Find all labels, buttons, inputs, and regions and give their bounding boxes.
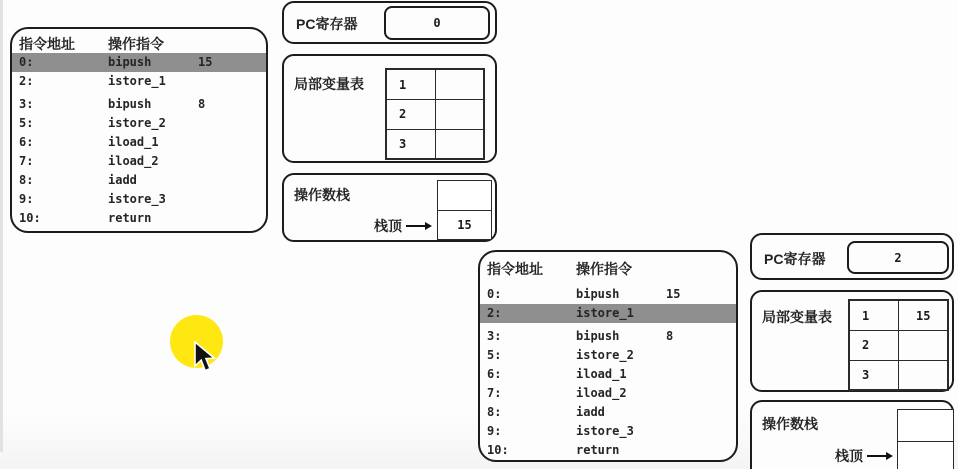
stack-top-arrowhead-icon	[425, 222, 432, 230]
column-header-address: 指令地址	[487, 261, 543, 277]
instr-addr: 3:	[487, 329, 502, 343]
local-var-slot: 3	[850, 361, 899, 389]
instr-op: return	[108, 211, 152, 225]
instruction-row	[12, 114, 266, 133]
instr-operand: 15	[666, 287, 681, 301]
local-var-row	[850, 301, 947, 330]
instr-addr: 10:	[487, 443, 509, 457]
instr-operand	[198, 190, 266, 209]
stack-top-label: 栈顶	[835, 448, 863, 464]
local-var-slot: 3	[387, 130, 436, 158]
instruction-row	[480, 403, 736, 422]
instr-addr: 8:	[19, 173, 34, 187]
instr-op: istore_3	[576, 424, 634, 438]
pc-register-box-state2	[750, 233, 954, 280]
instr-op: iload_2	[576, 386, 627, 400]
instr-addr: 7:	[487, 386, 502, 400]
instruction-list-header	[480, 259, 736, 279]
operand-stack-cells	[437, 180, 492, 240]
instr-op: bipush	[108, 55, 152, 69]
instr-operand: 8	[666, 329, 674, 343]
instr-op: iload_1	[108, 135, 159, 149]
local-var-value	[436, 100, 483, 128]
instr-op: iload_1	[576, 367, 627, 381]
stack-cell-upper	[898, 410, 953, 441]
instr-operand	[198, 133, 266, 152]
instr-operand	[198, 152, 266, 171]
local-variable-table-label: 局部变量表	[294, 76, 364, 92]
local-var-row	[387, 99, 483, 128]
local-variable-table-label: 局部变量表	[762, 309, 832, 325]
instr-operand	[666, 403, 736, 422]
pc-register-value: 0	[384, 6, 490, 40]
instruction-list-panel-state1	[10, 27, 268, 233]
instr-addr: 8:	[487, 405, 502, 419]
pc-register-label: PC寄存器	[296, 16, 358, 32]
instr-addr: 2:	[19, 74, 34, 88]
instruction-row	[12, 95, 266, 114]
instruction-list-header	[12, 34, 266, 54]
instruction-row	[12, 171, 266, 190]
local-var-row	[387, 70, 483, 99]
pc-register-value: 2	[847, 241, 949, 274]
local-var-value	[436, 130, 483, 158]
instr-addr: 9:	[19, 192, 34, 206]
instr-addr: 10:	[19, 211, 41, 225]
instr-op: istore_2	[576, 348, 634, 362]
instr-addr: 0:	[487, 287, 502, 301]
instr-op: istore_1	[108, 74, 166, 88]
instr-operand	[666, 422, 736, 441]
instruction-row	[12, 190, 266, 209]
instr-op: iload_2	[108, 154, 159, 168]
stack-cell-upper	[438, 181, 491, 210]
local-var-value	[899, 361, 947, 389]
instr-op: bipush	[576, 329, 620, 343]
stack-top-arrow	[406, 225, 425, 227]
instruction-row	[480, 346, 736, 365]
instruction-row	[480, 365, 736, 384]
column-header-instruction: 操作指令	[108, 36, 164, 52]
local-variable-table-box-state2	[750, 290, 954, 392]
instr-operand	[666, 441, 736, 460]
local-variable-table-box-state1	[282, 54, 497, 163]
left-edge-strip	[0, 0, 3, 452]
instruction-row	[480, 441, 736, 460]
pc-register-box-state1	[282, 1, 497, 44]
instr-addr: 5:	[19, 116, 34, 130]
instruction-row-current	[480, 304, 736, 323]
local-variable-table	[385, 68, 485, 160]
instruction-row	[480, 327, 736, 346]
pc-register-label: PC寄存器	[764, 251, 826, 267]
instruction-row	[480, 384, 736, 403]
instruction-list-panel-state2	[478, 250, 738, 462]
local-var-slot: 2	[850, 331, 899, 359]
local-var-value	[899, 331, 947, 359]
instruction-row	[12, 133, 266, 152]
local-var-row	[850, 360, 947, 389]
instr-op: istore_3	[108, 192, 166, 206]
instr-addr: 6:	[487, 367, 502, 381]
instr-op: return	[576, 443, 620, 457]
operand-stack-cells	[897, 409, 954, 469]
instr-operand	[198, 72, 266, 91]
local-var-value	[436, 70, 483, 99]
instruction-rows	[480, 285, 736, 460]
instruction-rows	[12, 53, 266, 228]
operand-stack-label: 操作数栈	[762, 416, 818, 432]
stack-cell-lower	[898, 441, 953, 469]
stack-top-arrow	[867, 455, 886, 457]
instr-operand	[666, 346, 736, 365]
instr-op: istore_2	[108, 116, 166, 130]
local-variable-table	[848, 299, 949, 391]
instruction-row	[480, 422, 736, 441]
instr-op: bipush	[108, 97, 152, 111]
stack-top-pointer	[835, 446, 893, 466]
local-var-value: 15	[916, 308, 931, 323]
instr-operand: 8	[198, 97, 206, 111]
instr-operand	[666, 384, 736, 403]
instruction-row	[480, 285, 736, 304]
local-var-slot: 2	[387, 100, 436, 128]
instr-op: iadd	[576, 405, 605, 419]
column-header-address: 指令地址	[19, 36, 75, 52]
instr-op: iadd	[108, 173, 137, 187]
instr-op: istore_1	[576, 306, 634, 320]
stack-top-label: 栈顶	[374, 218, 402, 234]
local-var-row	[387, 129, 483, 158]
stack-top-arrowhead-icon	[886, 452, 893, 460]
instr-addr: 5:	[487, 348, 502, 362]
instruction-row	[12, 152, 266, 171]
instruction-row-current	[12, 53, 266, 72]
instr-operand	[198, 209, 266, 228]
stack-top-pointer	[374, 216, 432, 236]
instr-operand: 15	[198, 55, 213, 69]
stack-cell-lower: 15	[438, 210, 491, 239]
instr-addr: 9:	[487, 424, 502, 438]
instr-addr: 3:	[19, 97, 34, 111]
instruction-row	[12, 209, 266, 228]
instr-op: bipush	[576, 287, 620, 301]
instr-addr: 6:	[19, 135, 34, 149]
operand-stack-box-state2	[750, 400, 954, 469]
instr-addr: 2:	[487, 306, 502, 320]
operand-stack-box-state1	[282, 173, 497, 242]
local-var-slot: 1	[850, 301, 899, 330]
instr-operand	[666, 304, 736, 323]
instr-addr: 0:	[19, 55, 34, 69]
instr-addr: 7:	[19, 154, 34, 168]
column-header-instruction: 操作指令	[576, 261, 632, 277]
operand-stack-label: 操作数栈	[294, 187, 350, 203]
instr-operand	[666, 365, 736, 384]
local-var-slot: 1	[387, 70, 436, 99]
local-var-row	[850, 330, 947, 359]
instr-operand	[198, 171, 266, 190]
instruction-row	[12, 72, 266, 91]
instr-operand	[198, 114, 266, 133]
mouse-cursor-icon	[193, 341, 217, 375]
